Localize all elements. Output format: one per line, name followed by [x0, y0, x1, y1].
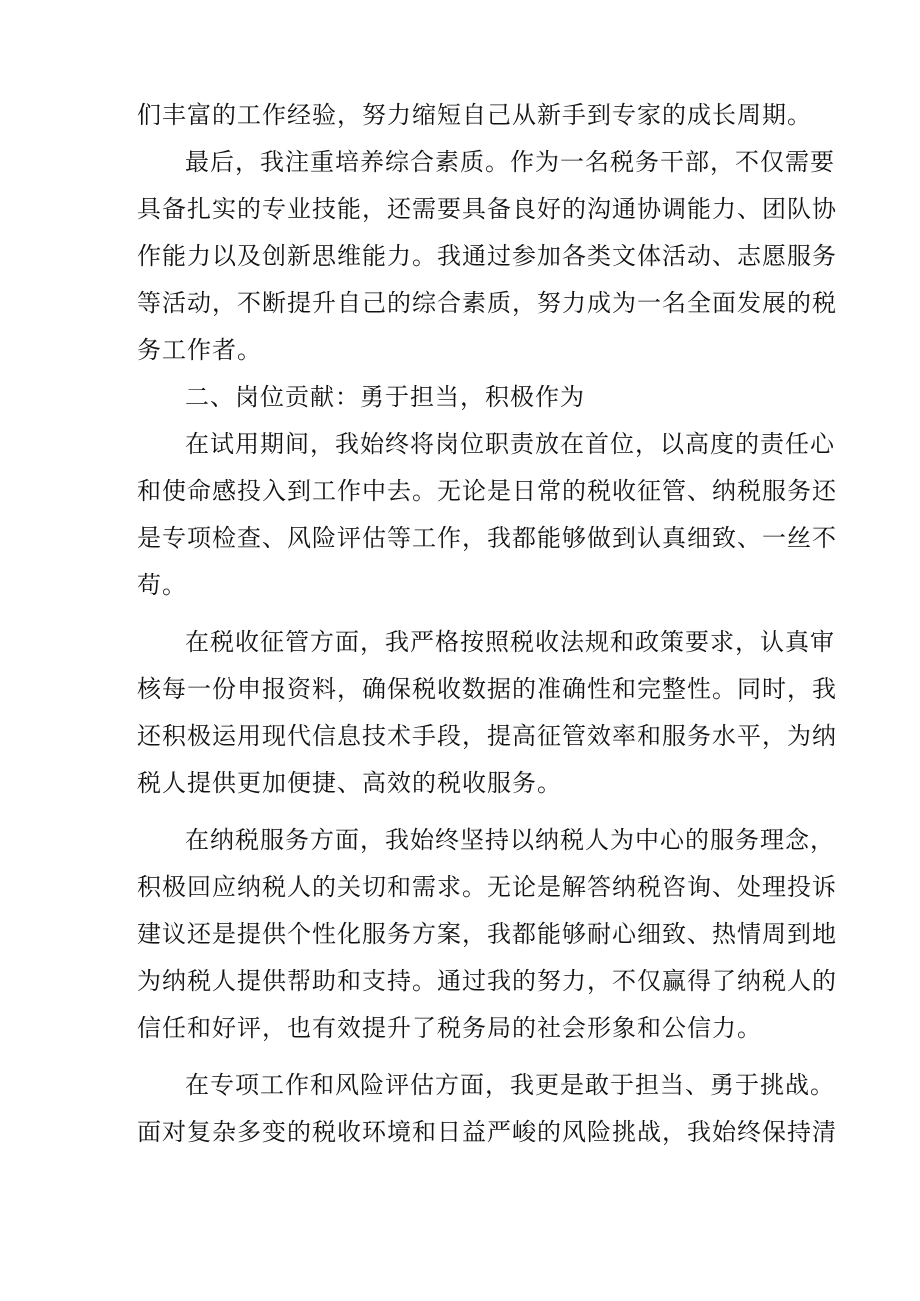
paragraph-line-first: 在税收征管方面，我严格按照税收法规和政策要求，认真审: [185, 628, 835, 656]
text-line: 信任和好评，也有效提升了税务局的社会形象和公信力。: [137, 1014, 762, 1042]
text-line: 们丰富的工作经验，努力缩短自己从新手到专家的成长周期。: [137, 101, 812, 129]
text-line: 面对复杂多变的税收环境和日益严峻的风险挑战，我始终保持清: [137, 1118, 837, 1146]
text-line: 为纳税人提供帮助和支持。通过我的努力，不仅赢得了纳税人的: [137, 967, 837, 995]
paragraph-line-first: 在专项工作和风险评估方面，我更是敢于担当、勇于挑战。: [185, 1071, 835, 1099]
text-line: 务工作者。: [137, 336, 262, 364]
paragraph-line-first: 最后，我注重培养综合素质。作为一名税务干部，不仅需要: [185, 148, 835, 176]
text-line: 苟。: [137, 571, 187, 599]
paragraph-line-first: 在试用期间，我始终将岗位职责放在首位，以高度的责任心: [185, 430, 835, 458]
text-line: 等活动，不断提升自己的综合素质，努力成为一名全面发展的税: [137, 289, 837, 317]
text-line: 积极回应纳税人的关切和需求。无论是解答纳税咨询、处理投诉: [137, 873, 837, 901]
text-line: 作能力以及创新思维能力。我通过参加各类文体活动、志愿服务: [137, 242, 837, 270]
text-line: 建议还是提供个性化服务方案，我都能够耐心细致、热情周到地: [137, 920, 837, 948]
text-line: 和使命感投入到工作中去。无论是日常的税收征管、纳税服务还: [137, 477, 837, 505]
text-line: 税人提供更加便捷、高效的税收服务。: [137, 769, 562, 797]
text-line: 还积极运用现代信息技术手段，提高征管效率和服务水平，为纳: [137, 722, 837, 750]
text-line: 核每一份申报资料，确保税收数据的准确性和完整性。同时，我: [137, 675, 837, 703]
section-heading: 二、岗位贡献：勇于担当，积极作为: [185, 383, 585, 411]
text-line: 是专项检查、风险评估等工作，我都能够做到认真细致、一丝不: [137, 524, 837, 552]
paragraph-line-first: 在纳税服务方面，我始终坚持以纳税人为中心的服务理念，: [185, 826, 835, 854]
text-line: 具备扎实的专业技能，还需要具备良好的沟通协调能力、团队协: [137, 195, 837, 223]
